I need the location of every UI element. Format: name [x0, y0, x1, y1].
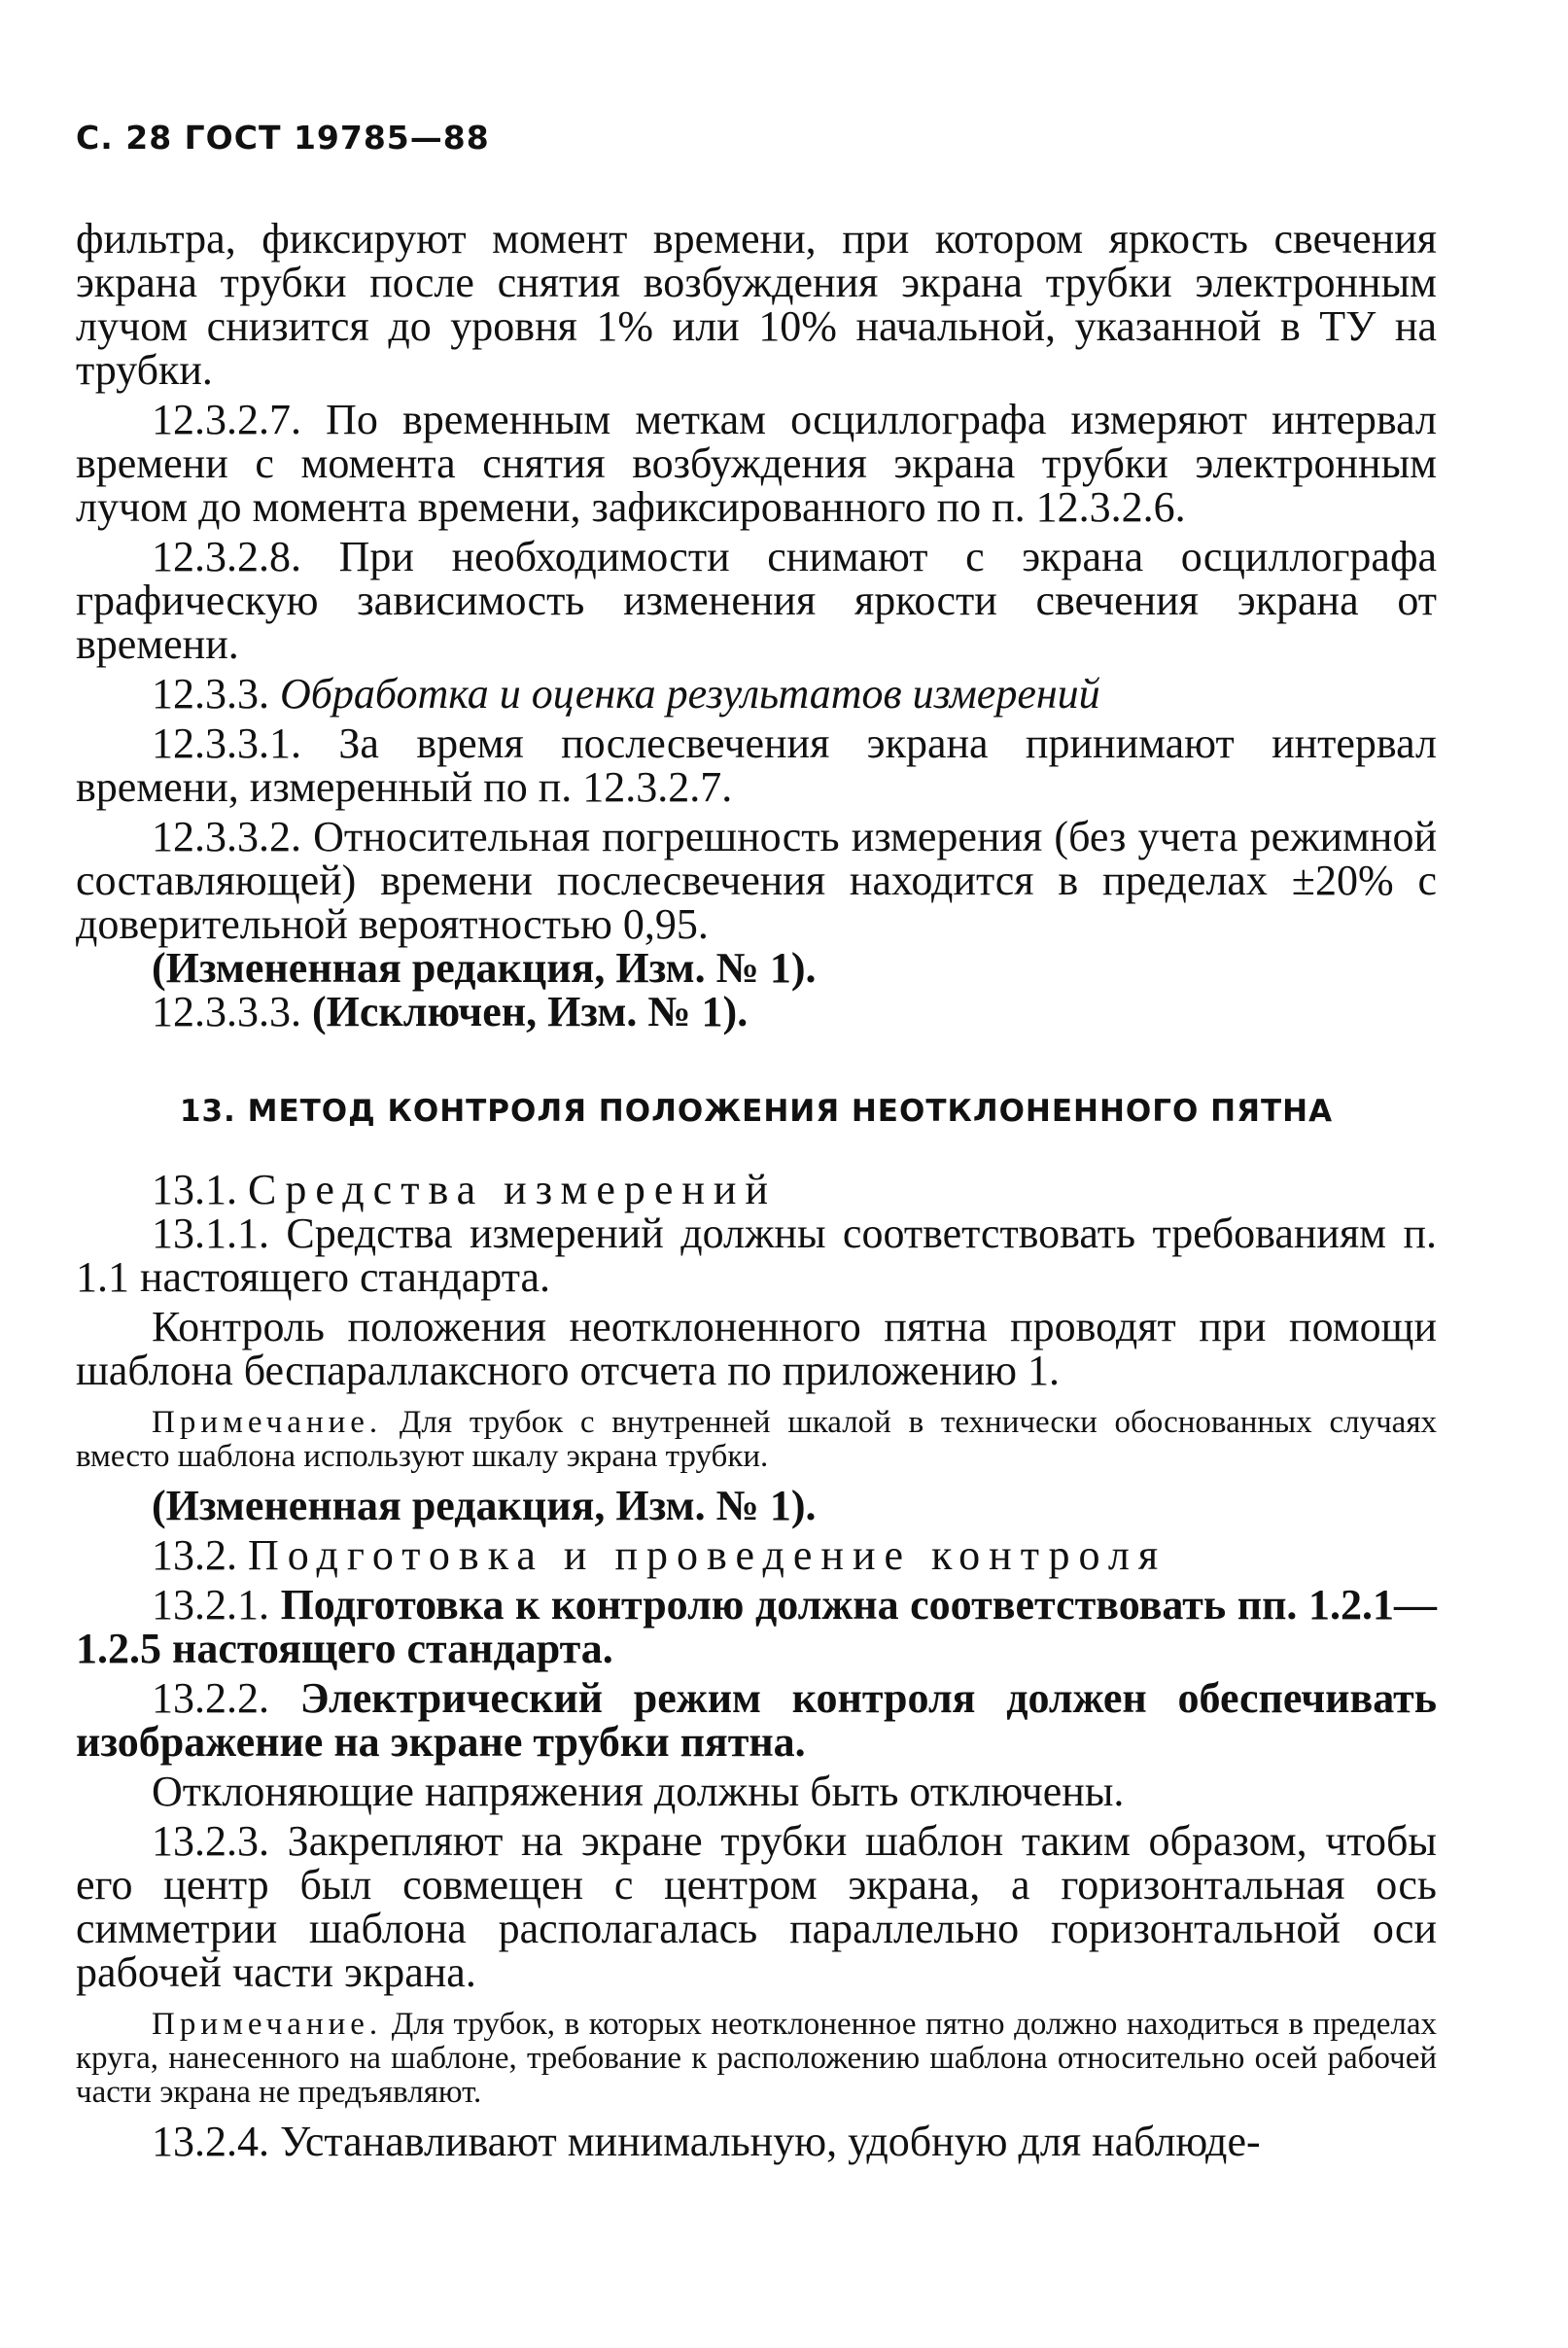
excluded-note: (Исключен, Изм. № 1).: [312, 988, 749, 1035]
paragraph-13-2-4: 13.2.4. Устанавливают минимальную, удобную для наблюде-: [152, 2118, 1261, 2165]
note-label: Примечание.: [152, 1405, 383, 1440]
paragraph-13-2-1: [76, 1583, 1437, 1670]
subsection-title: Подготовка и проведение контроля: [248, 1531, 1167, 1579]
paragraph-13-1: [76, 1168, 1437, 1211]
page-header: С. 28 ГОСТ 19785—88: [76, 119, 490, 157]
paragraph-13-2: [76, 1533, 1437, 1577]
section-title: 13. МЕТОД КОНТРОЛЯ ПОЛОЖЕНИЯ НЕОТКЛОНЕННОГО ПЯТНА: [179, 1094, 1334, 1129]
clause-text: Подготовка к контролю должна соответствовать пп. 1.2.1—1.2.5 настоящего стандарта.: [76, 1581, 1437, 1672]
subsection-title: Обработка и оценка результатов измерений: [280, 670, 1100, 718]
note: [76, 1406, 1437, 1474]
paragraph-12-3-2-7: 12.3.2.7. По временным меткам осциллографа измеряют интервал времени с момента снятия возбуждения экрана трубки электронным лучом до момента времени, зафиксированного по п. 12.3.2.6.: [76, 396, 1437, 531]
paragraph-13-2-3: 13.2.3. Закрепляют на экране трубки шаблон таким образом, чтобы его центр был совмещен с центром экрана, а горизонтальная ось симметрии шаблона располагалась параллельно горизонтальной оси рабочей части экрана.: [76, 1817, 1437, 1996]
paragraph-12-3-2-8: 12.3.2.8. При необходимости снимают с экрана осциллографа графическую зависимость изменения яркости свечения экрана от времени.: [76, 533, 1437, 668]
clause-text: Электрический режим контроля должен обеспечивать изображение на экране трубки пятна.: [76, 1674, 1438, 1766]
note-label: Примечание.: [152, 2007, 383, 2042]
clause-number: 13.1.: [152, 1166, 237, 1213]
paragraph-13-1-1: 13.1.1. Средства измерений должны соответствовать требованиям п. 1.1 настоящего стандарта.: [76, 1209, 1437, 1301]
clause-number: 12.3.3.: [152, 670, 269, 718]
clause-number: 12.3.3.3.: [152, 988, 301, 1035]
paragraph-12-3-3-3: [76, 990, 1437, 1034]
paragraph-13-2-2: [76, 1676, 1437, 1764]
note-text: Для трубок, в которых неотклоненное пятно должно находиться в пределах круга, нанесенного на шаблоне, требование к расположению шаблона относительно осей рабочей части экрана не предъявляют.: [76, 2007, 1438, 2110]
paragraph-12-3-3: [76, 672, 1437, 716]
clause-number: 13.2.1.: [152, 1581, 269, 1629]
amendment-note: (Измененная редакция, Изм. № 1).: [152, 1482, 817, 1529]
amendment-note: (Измененная редакция, Изм. № 1).: [152, 944, 817, 992]
paragraph-12-3-3-1: 12.3.3.1. За время послесвечения экрана принимают интервал времени, измеренный по п. 12.3.2.7.: [76, 719, 1437, 811]
subsection-title: Средства измерений: [248, 1166, 778, 1213]
paragraph-13-2-2-b: Отклоняющие напряжения должны быть отключены.: [152, 1768, 1125, 1815]
note: [76, 2008, 1437, 2110]
clause-number: 13.2.: [152, 1531, 237, 1579]
document-body: [76, 217, 1437, 2163]
paragraph-12-3-3-2: 12.3.3.2. Относительная погрешность измерения (без учета режимной составляющей) времени послесвечения находится в пределах ±20% с доверительной вероятностью 0,95.: [76, 813, 1437, 948]
clause-number: 13.2.2.: [152, 1674, 269, 1722]
paragraph-continuation: фильтра, фиксируют момент времени, при котором яркость свечения экрана трубки после снятия возбуждения экрана трубки электронным лучом снизится до уровня 1% или 10% начальной, указанной в ТУ на трубки.: [76, 215, 1437, 394]
note-text: Для трубок с внутренней шкалой в технически обоснованных случаях вместо шаблона используют шкалу экрана трубки.: [76, 1405, 1437, 1474]
paragraph-13-1-1-b: Контроль положения неотклоненного пятна проводят при помощи шаблона беспараллаксного отсчета по приложению 1.: [76, 1303, 1437, 1394]
